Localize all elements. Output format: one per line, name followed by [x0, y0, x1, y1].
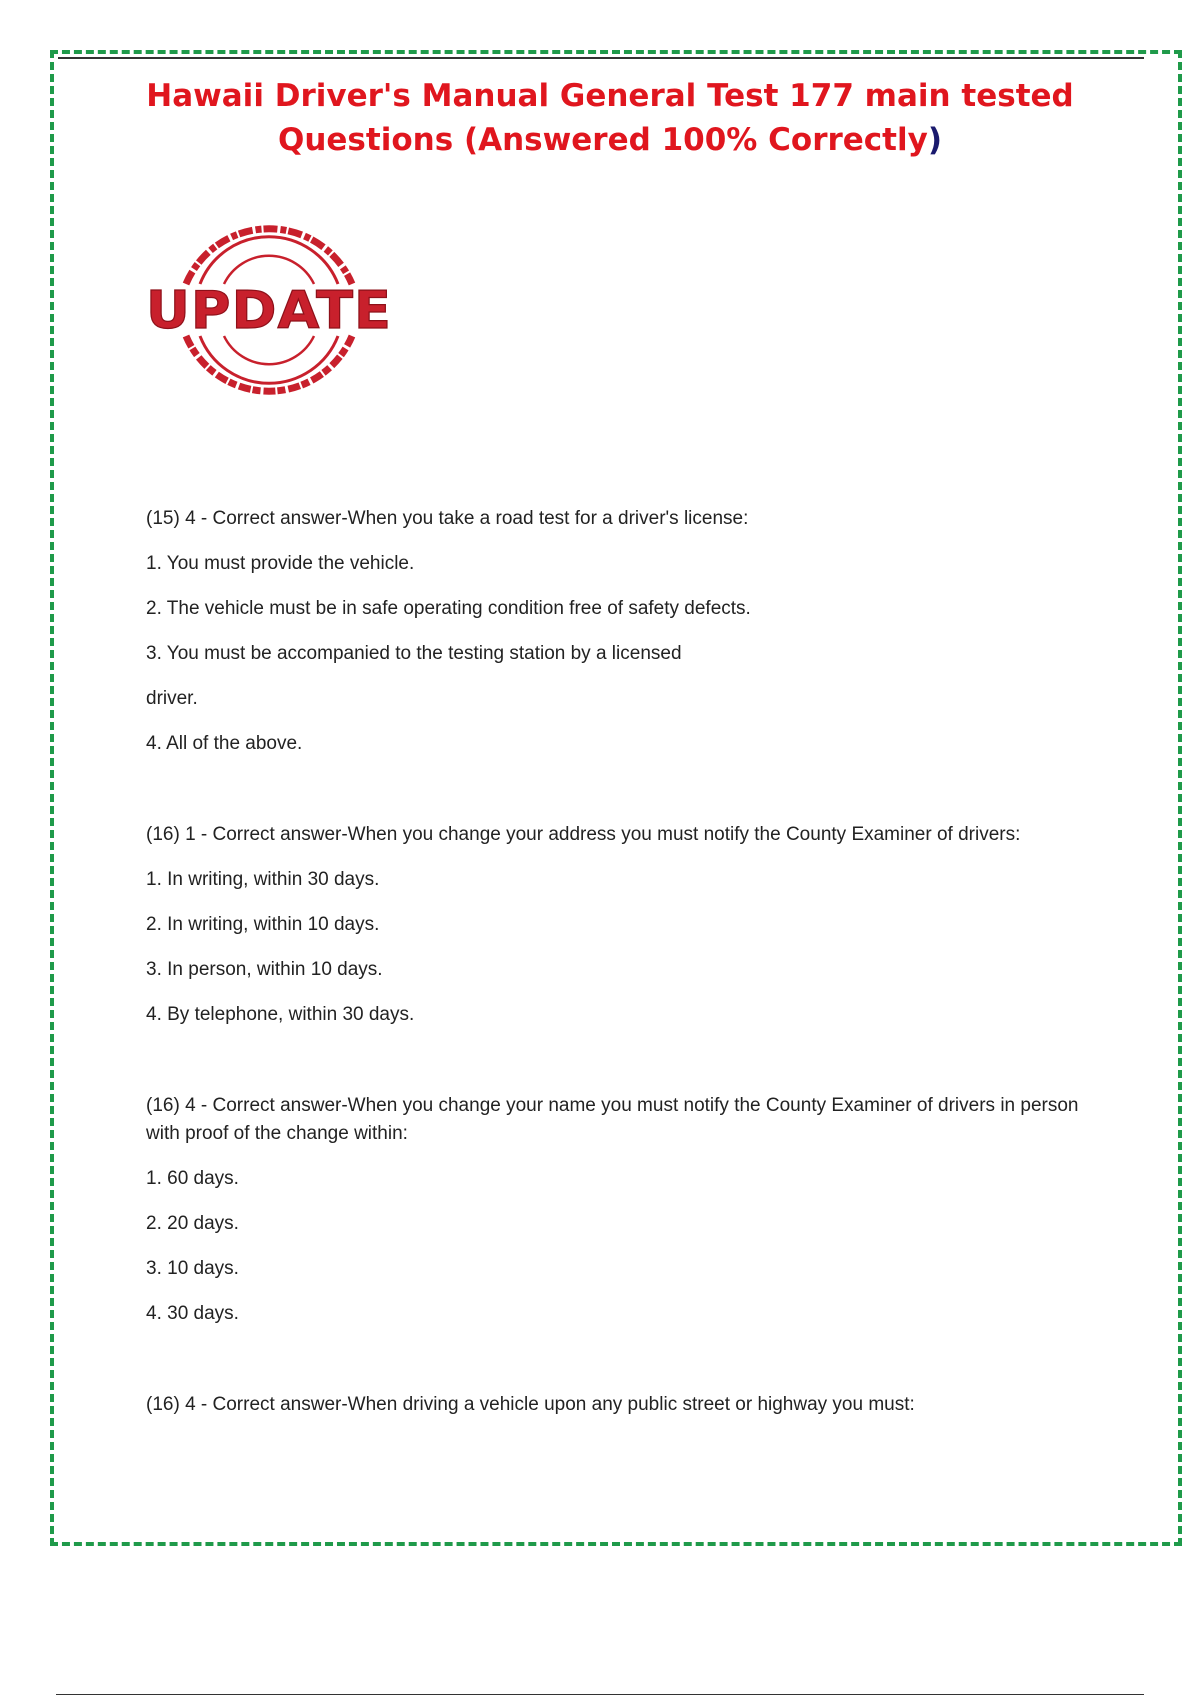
question-list [146, 505, 1086, 1436]
question-block [146, 1092, 1086, 1328]
title-line-2 [110, 118, 1110, 162]
question-stem: (16) 4 - Correct answer-When driving a vehicle upon any public street or highway you must: [146, 1394, 915, 1415]
title-line-1: Hawaii Driver's Manual General Test 177 main tested [146, 78, 1074, 114]
stamp-text: UPDATE [146, 281, 392, 341]
question-stem: (16) 4 - Correct answer-When you change your name you must notify the County Examiner of drivers in person with proof of the change within: [146, 1095, 1079, 1144]
answer-option: 3. 10 days. [146, 1258, 239, 1279]
answer-option: 3. You must be accompanied to the testing station by a licensed [146, 643, 682, 664]
question-stem: (15) 4 - Correct answer-When you take a road test for a driver's license: [146, 508, 749, 529]
header-rule [58, 57, 1144, 59]
answer-option: 2. The vehicle must be in safe operating condition free of safety defects. [146, 598, 751, 619]
question-block [146, 1391, 1086, 1419]
question-block [146, 821, 1086, 1029]
answer-option: 3. In person, within 10 days. [146, 959, 383, 980]
answer-option: 2. In writing, within 10 days. [146, 914, 380, 935]
answer-option-continuation: driver. [146, 688, 198, 709]
answer-option: 1. You must provide the vehicle. [146, 553, 415, 574]
answer-option: 4. By telephone, within 30 days. [146, 1004, 415, 1025]
answer-option: 4. 30 days. [146, 1303, 239, 1324]
answer-option: 1. In writing, within 30 days. [146, 869, 380, 890]
title-closing-paren: ) [927, 122, 942, 158]
update-stamp-logo [142, 212, 396, 408]
title-line-2-text: Questions (Answered 100% Correctly [277, 122, 928, 158]
footer-rule [56, 1694, 1144, 1695]
answer-option: 4. All of the above. [146, 733, 303, 754]
question-stem: (16) 1 - Correct answer-When you change your address you must notify the County Examiner of drivers: [146, 824, 1021, 845]
answer-option: 2. 20 days. [146, 1213, 239, 1234]
answer-option: 1. 60 days. [146, 1168, 239, 1189]
document-title [110, 74, 1110, 162]
question-block [146, 505, 1086, 758]
